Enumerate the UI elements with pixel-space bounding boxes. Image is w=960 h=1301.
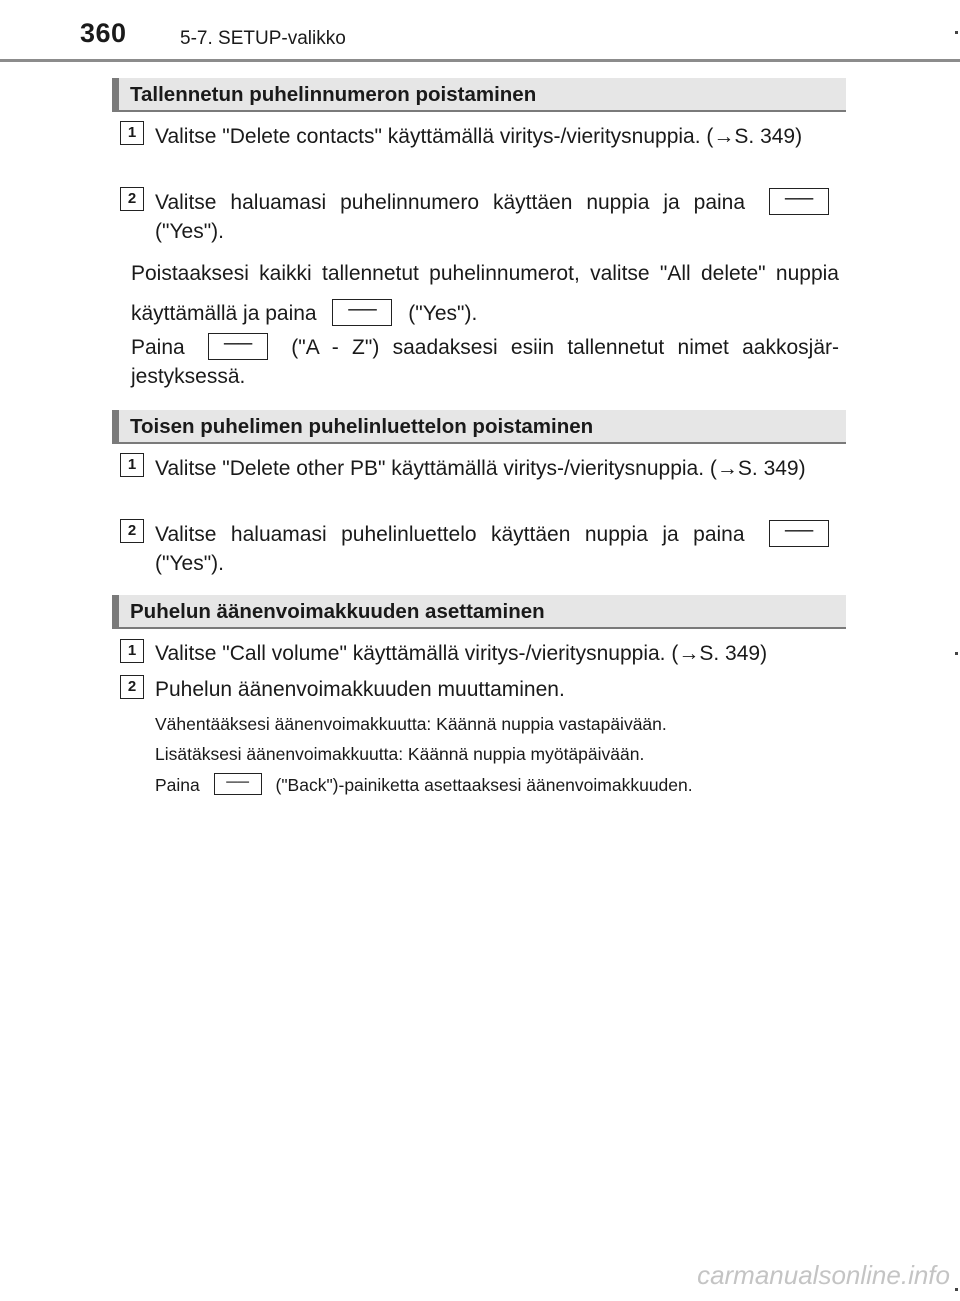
step-number-box: 2	[120, 675, 144, 699]
note-text-part: ("Yes").	[408, 302, 478, 325]
sub-note-part: Paina	[155, 775, 200, 795]
sub-note: Vähentääksesi äänenvoimakkuutta: Käännä nuppia vastapäivään.	[155, 714, 667, 734]
step-text: Valitse "Delete other PB" käyttämällä viritys-/vieritysnuppia. (→S. 349)	[155, 457, 806, 480]
step-number-box: 1	[120, 121, 144, 145]
note-text-part: ("A - Z") saadaksesi esiin tallennetut nimet aakkosjär-jestyksessä.	[131, 336, 839, 388]
step-text: Valitse "Call volume" käyttämällä viritys-/vieritysnuppia. (→S. 349)	[155, 642, 768, 665]
margin-mark	[955, 31, 958, 34]
step-text-part: ("Yes").	[155, 552, 224, 575]
header-rule	[0, 59, 960, 62]
sub-note	[155, 773, 693, 797]
running-head: 5-7. SETUP-valikko	[180, 28, 346, 49]
section-heading: Tallennetun puhelinnumeron poistaminen	[112, 78, 846, 112]
step-text	[155, 520, 839, 578]
step-number-box: 2	[120, 519, 144, 543]
sub-note: Lisätäksesi äänenvoimakkuutta: Käännä nuppia myötäpäivään.	[155, 744, 645, 764]
section-heading: Toisen puhelimen puhelinluettelon poistaminen	[112, 410, 846, 444]
step-text-part: ("Yes").	[155, 220, 224, 243]
step-number-box: 2	[120, 187, 144, 211]
watermark: carmanualsonline.info	[697, 1260, 950, 1290]
knob-button-icon: ──	[214, 773, 262, 795]
margin-mark	[955, 652, 958, 655]
step-text-part: Valitse haluamasi puhelinnumero käyttäen nuppia ja paina	[155, 191, 746, 214]
note-text	[131, 333, 839, 391]
step-text: Valitse "Delete contacts" käyttämällä viritys-/vieritysnuppia. (→S. 349)	[155, 125, 803, 148]
knob-button-icon: ──	[332, 299, 392, 326]
knob-button-icon: ──	[208, 333, 268, 360]
section-heading: Puhelun äänenvoimakkuuden asettaminen	[112, 595, 846, 629]
knob-button-icon: ──	[769, 188, 829, 215]
page-number: 360	[80, 18, 127, 48]
note-text-part: Paina	[131, 336, 185, 359]
step-number-box: 1	[120, 639, 144, 663]
note-text-part: Poistaaksesi kaikki tallennetut puhelinnumerot, valitse "All delete" nuppia käyttämällä ja paina	[131, 262, 839, 325]
step-text	[155, 188, 839, 246]
step-text-part: Valitse haluamasi puhelinluettelo käyttäen nuppia ja paina	[155, 523, 745, 546]
note-text	[131, 254, 839, 334]
step-number-box: 1	[120, 453, 144, 477]
margin-mark	[955, 1288, 958, 1291]
step-text: Puhelun äänenvoimakkuuden muuttaminen.	[155, 678, 565, 701]
sub-note-part: ("Back")-painiketta asettaaksesi äänenvoimakkuuden.	[275, 775, 693, 795]
knob-button-icon: ──	[769, 520, 829, 547]
